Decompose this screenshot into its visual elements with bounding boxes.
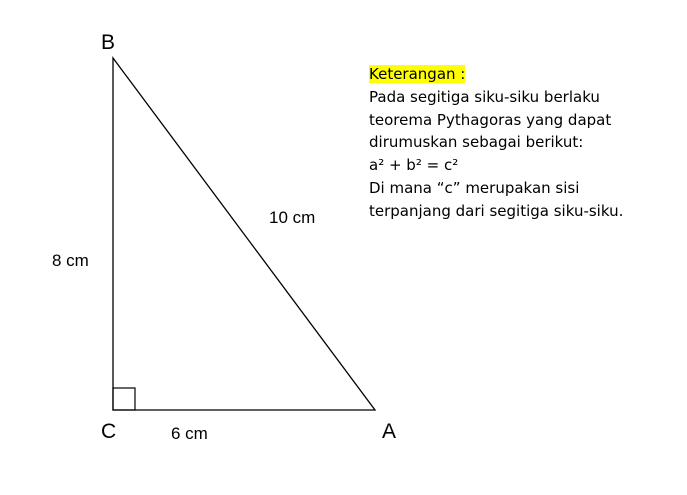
explanation-note	[369, 63, 623, 223]
side-bc-label: 8 cm	[52, 251, 89, 270]
note-title: Keterangan :	[369, 65, 466, 83]
vertex-a-label: A	[382, 420, 397, 443]
right-angle-marker	[113, 388, 135, 410]
note-line: Pada segitiga siku-siku berlaku	[369, 87, 600, 106]
side-ab-label: 10 cm	[269, 208, 316, 227]
note-line: terpanjang dari segitiga siku-siku.	[369, 201, 624, 220]
note-line: dirumuskan sebagai berikut:	[369, 133, 584, 152]
vertex-c-label: C	[101, 420, 117, 443]
side-ca-label: 6 cm	[171, 424, 208, 443]
vertex-b-label: B	[101, 31, 116, 54]
note-line: Di mana “c” merupakan sisi	[369, 178, 580, 197]
pythagoras-formula: a² + b² = c²	[369, 156, 459, 175]
note-line: teorema Pythagoras yang dapat	[369, 110, 612, 129]
right-triangle	[113, 58, 375, 410]
